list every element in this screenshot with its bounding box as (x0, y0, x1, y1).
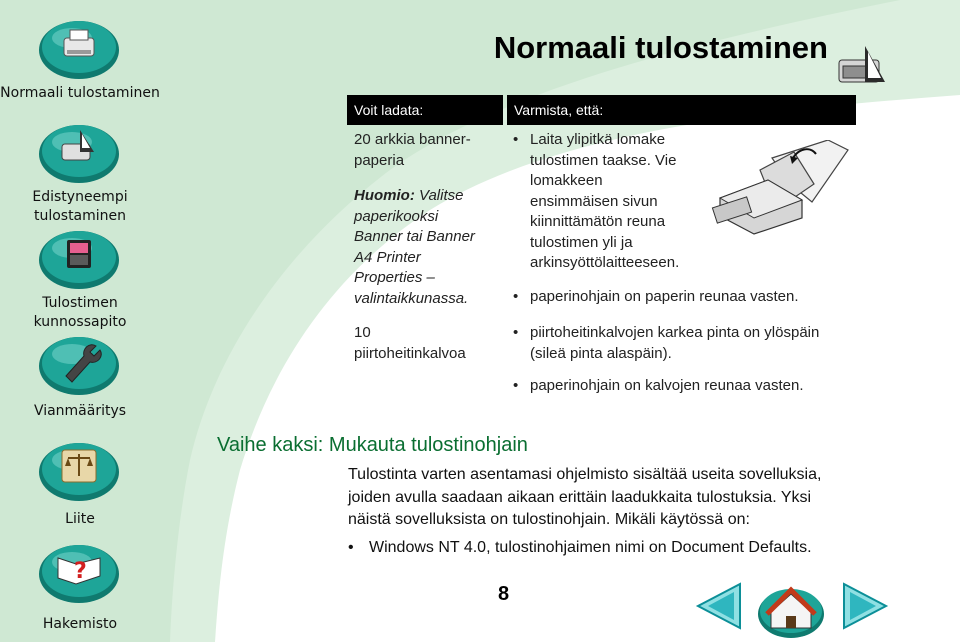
printer-title-icon (835, 42, 890, 90)
help-book-icon (36, 538, 122, 608)
note-text: Huomio: Valitse paperikooksi Banner tai Banner A4 Printer Properties – valintaikkunassa. (354, 187, 475, 307)
sidebar-item-normaali-tulostaminen[interactable] (0, 14, 160, 106)
printer-icon (36, 14, 122, 84)
load-item-transparencies: 10 piirtoheitinkalvoa (354, 324, 466, 362)
section-body: Tulostinta varten asentamasi ohjelmisto sisältää useita sovelluksia, joiden avulla saadaan aikaan erittäin laadukkaita tulostuksia. Yksi näistä sovelluksista on tulostinohjain. Mikäli käytössä on: (348, 466, 822, 528)
sidebar-item-label: Liite (65, 511, 95, 527)
sidebar-item-label: kunnossapito (33, 314, 127, 330)
sidebar-item-tulostimen-kunnossapito[interactable] (0, 224, 160, 336)
previous-page-arrow-icon[interactable] (694, 580, 744, 632)
page-number: 8 (498, 583, 510, 605)
sidebar-item-edistyneempi-tulostaminen[interactable] (0, 118, 160, 230)
sidebar-item-label: Vianmääritys (33, 403, 127, 419)
note-label: Huomio: (354, 187, 415, 204)
wrench-icon (36, 330, 122, 400)
home-icon[interactable] (755, 578, 827, 640)
sidebar-item-label: tulostaminen (33, 208, 127, 224)
section-heading: Vaihe kaksi: Mukauta tulostinohjain (217, 434, 528, 456)
svg-text:?: ? (74, 559, 87, 584)
ink-cartridge-icon (36, 224, 122, 294)
load-item-banner: 20 arkkia banner- paperia (354, 131, 471, 169)
sidebar-item-vianmaaritys[interactable] (0, 330, 160, 424)
table-header-load: Voit ladata: (347, 95, 503, 125)
instructions-table: Voit ladata: Varmista, että: 20 arkkia banner- paperia Huomio: Valitse paperikooksi Banner tai Banner A4 Printer Properties – valintaikkunassa. 10 piirtoheitinkalvoa • Laita ylipitkä lomake tulostimen taakse. Vie lomakkeen ensimmäisen sivun kiinnittämätön reuna tulostimen yli ja arkinsyöttölaitteeseen. • paperinohjain on paperin reunaa vasten. • piirtoheitinkalvojen karkea pinta on ylöspäin (sileä pinta alaspäin). • paperinohjain on kalvojen reunaa vasten. (347, 95, 856, 395)
scales-icon (36, 436, 122, 506)
sidebar-item-liite[interactable] (0, 436, 160, 530)
advanced-printer-icon (36, 118, 122, 188)
sidebar-item-label: Normaali tulostaminen (0, 85, 160, 101)
sidebar-item-label: Hakemisto (42, 616, 118, 632)
sidebar-item-hakemisto[interactable] (0, 538, 160, 638)
sidebar-item-label: Edistyneempi (32, 189, 128, 205)
next-page-arrow-icon[interactable] (840, 580, 890, 632)
table-header-check: Varmista, että: (507, 95, 856, 125)
sidebar-item-label: Tulostimen (42, 295, 118, 311)
page-title: Normaali tulostaminen (493, 30, 828, 65)
banner-printer-illustration (710, 140, 860, 235)
